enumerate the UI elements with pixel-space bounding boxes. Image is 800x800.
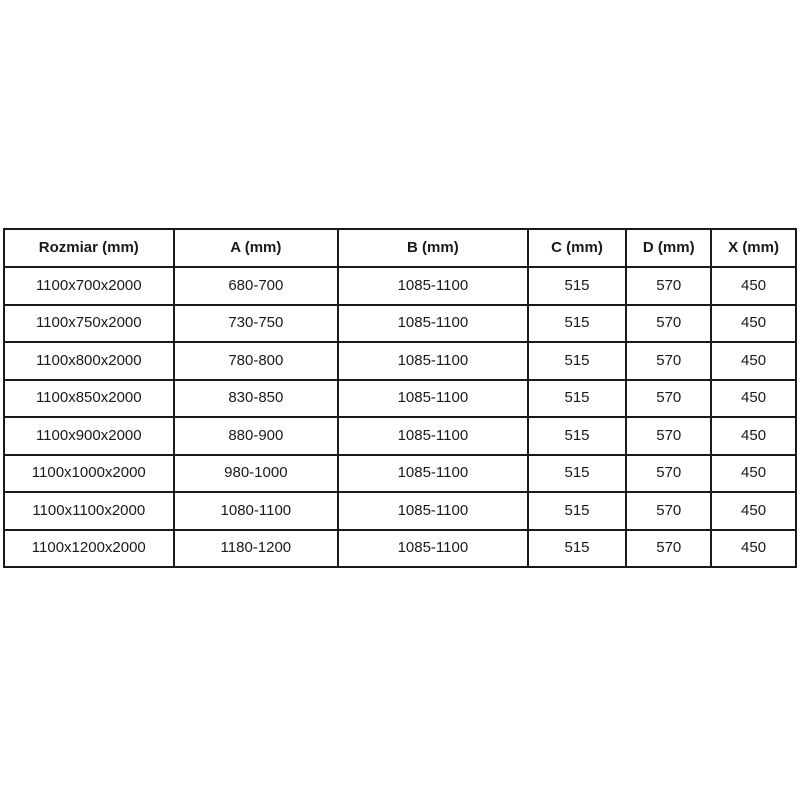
table-cell-rozmiar: 1100x800x2000: [4, 342, 174, 380]
column-header-b: B (mm): [338, 229, 528, 267]
table-cell-c: 515: [528, 305, 627, 343]
table-cell-c: 515: [528, 530, 627, 568]
table-cell-b: 1085-1100: [338, 455, 528, 493]
table-cell-d: 570: [626, 492, 711, 530]
table-cell-c: 515: [528, 342, 627, 380]
table-cell-rozmiar: 1100x1200x2000: [4, 530, 174, 568]
table-cell-a: 1080-1100: [174, 492, 339, 530]
column-header-x: X (mm): [711, 229, 796, 267]
table-cell-d: 570: [626, 267, 711, 305]
table-cell-x: 450: [711, 305, 796, 343]
table-cell-a: 1180-1200: [174, 530, 339, 568]
table-cell-c: 515: [528, 380, 627, 418]
table-cell-c: 515: [528, 267, 627, 305]
column-header-a: A (mm): [174, 229, 339, 267]
table-cell-d: 570: [626, 342, 711, 380]
table-row: [4, 530, 796, 568]
table-cell-d: 570: [626, 305, 711, 343]
header-row: [4, 229, 796, 267]
table-cell-b: 1085-1100: [338, 492, 528, 530]
table-cell-a: 830-850: [174, 380, 339, 418]
table-body: [4, 267, 796, 567]
table-cell-b: 1085-1100: [338, 380, 528, 418]
table-cell-d: 570: [626, 530, 711, 568]
table-cell-rozmiar: 1100x1100x2000: [4, 492, 174, 530]
table-cell-rozmiar: 1100x700x2000: [4, 267, 174, 305]
table-row: [4, 492, 796, 530]
table-cell-rozmiar: 1100x750x2000: [4, 305, 174, 343]
table-row: [4, 305, 796, 343]
column-header-c: C (mm): [528, 229, 627, 267]
table-cell-d: 570: [626, 380, 711, 418]
column-header-d: D (mm): [626, 229, 711, 267]
table-cell-a: 680-700: [174, 267, 339, 305]
table-cell-c: 515: [528, 492, 627, 530]
table-cell-a: 780-800: [174, 342, 339, 380]
table-cell-b: 1085-1100: [338, 267, 528, 305]
table-cell-b: 1085-1100: [338, 342, 528, 380]
table-cell-a: 880-900: [174, 417, 339, 455]
table-row: [4, 417, 796, 455]
table-cell-b: 1085-1100: [338, 417, 528, 455]
table-cell-b: 1085-1100: [338, 530, 528, 568]
table-cell-x: 450: [711, 380, 796, 418]
dimensions-table: [3, 228, 797, 568]
table-cell-d: 570: [626, 455, 711, 493]
table-row: [4, 380, 796, 418]
table-cell-rozmiar: 1100x850x2000: [4, 380, 174, 418]
table-cell-rozmiar: 1100x1000x2000: [4, 455, 174, 493]
table-cell-x: 450: [711, 492, 796, 530]
table-row: [4, 342, 796, 380]
table-cell-a: 980-1000: [174, 455, 339, 493]
table-cell-a: 730-750: [174, 305, 339, 343]
table-row: [4, 267, 796, 305]
table-cell-c: 515: [528, 455, 627, 493]
table-cell-c: 515: [528, 417, 627, 455]
table-cell-x: 450: [711, 530, 796, 568]
table-cell-rozmiar: 1100x900x2000: [4, 417, 174, 455]
table-cell-x: 450: [711, 417, 796, 455]
table-cell-x: 450: [711, 342, 796, 380]
table-row: [4, 455, 796, 493]
table-cell-d: 570: [626, 417, 711, 455]
column-header-rozmiar: Rozmiar (mm): [4, 229, 174, 267]
table-cell-b: 1085-1100: [338, 305, 528, 343]
table-cell-x: 450: [711, 267, 796, 305]
table-cell-x: 450: [711, 455, 796, 493]
